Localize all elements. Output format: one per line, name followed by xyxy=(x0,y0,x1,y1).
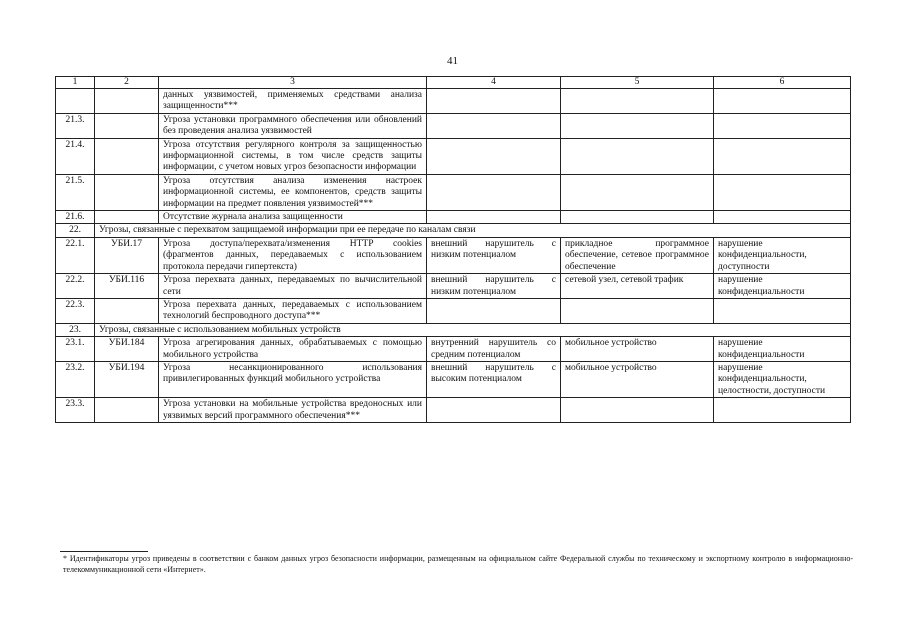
row-number: 21.5. xyxy=(56,174,95,210)
table-row xyxy=(56,298,851,323)
column-number-row xyxy=(56,77,851,89)
column-number: 2 xyxy=(95,77,159,89)
table-row xyxy=(56,211,851,224)
threat-id xyxy=(95,113,159,138)
intruder-type: внешний нарушитель с низким потенциалом xyxy=(427,274,561,299)
threat-name: Угроза отсутствия регулярного контроля за защищенностью информационной системы, в том числе средств защиты информации, с учетом новых угроз безопасности информации xyxy=(159,138,427,174)
table-row xyxy=(56,237,851,273)
impact-object xyxy=(561,138,714,174)
threat-table xyxy=(55,76,851,423)
impact-object: мобильное устройство xyxy=(561,361,714,397)
impact-object xyxy=(561,113,714,138)
threat-name: Угроза установки на мобильные устройства вредоносных или уязвимых версий программного обеспечения*** xyxy=(159,398,427,423)
row-number: 22.1. xyxy=(56,237,95,273)
threat-name: Угроза несанкционированного использования привилегированных функций мобильного устройства xyxy=(159,361,427,397)
table-row xyxy=(56,337,851,362)
threat-id: УБИ.184 xyxy=(95,337,159,362)
consequence xyxy=(714,398,851,423)
impact-object xyxy=(561,174,714,210)
threat-id xyxy=(95,398,159,423)
threat-id xyxy=(95,174,159,210)
threat-name: Угроза агрегирования данных, обрабатываемых с помощью мобильного устройства xyxy=(159,337,427,362)
intruder-type: внешний нарушитель с низким потенциалом xyxy=(427,237,561,273)
column-number: 6 xyxy=(714,77,851,89)
section-number: 23. xyxy=(56,323,95,336)
consequence xyxy=(714,113,851,138)
consequence: нарушение конфиденциальности xyxy=(714,274,851,299)
impact-object: мобильное устройство xyxy=(561,337,714,362)
threat-id: УБИ.116 xyxy=(95,274,159,299)
threat-id xyxy=(95,211,159,224)
row-number: 21.3. xyxy=(56,113,95,138)
threat-id xyxy=(95,298,159,323)
section-row xyxy=(56,224,851,237)
intruder-type xyxy=(427,211,561,224)
intruder-type xyxy=(427,174,561,210)
section-row xyxy=(56,323,851,336)
impact-object xyxy=(561,398,714,423)
table-row xyxy=(56,89,851,114)
threat-name: Отсутствие журнала анализа защищенности xyxy=(159,211,427,224)
intruder-type: внутренний нарушитель со средним потенциалом xyxy=(427,337,561,362)
section-title: Угрозы, связанные с использованием мобильных устройств xyxy=(95,323,851,336)
consequence xyxy=(714,174,851,210)
column-number: 4 xyxy=(427,77,561,89)
row-number: 23.2. xyxy=(56,361,95,397)
table-row xyxy=(56,361,851,397)
intruder-type xyxy=(427,113,561,138)
intruder-type xyxy=(427,398,561,423)
impact-object xyxy=(561,298,714,323)
consequence: нарушение конфиденциальности xyxy=(714,337,851,362)
footnote-rule xyxy=(60,551,148,552)
consequence xyxy=(714,89,851,114)
intruder-type xyxy=(427,89,561,114)
threat-name: Угроза перехвата данных, передаваемых с использованием технологий беспроводного доступа*** xyxy=(159,298,427,323)
impact-object xyxy=(561,211,714,224)
row-number: 23.1. xyxy=(56,337,95,362)
table-row xyxy=(56,274,851,299)
column-number: 1 xyxy=(56,77,95,89)
row-number xyxy=(56,89,95,114)
consequence xyxy=(714,138,851,174)
row-number: 22.3. xyxy=(56,298,95,323)
threat-id: УБИ.17 xyxy=(95,237,159,273)
intruder-type: внешний нарушитель с высоким потенциалом xyxy=(427,361,561,397)
consequence xyxy=(714,211,851,224)
threat-name: Угроза установки программного обеспечения или обновлений без проведения анализа уязвимостей xyxy=(159,113,427,138)
threat-id xyxy=(95,138,159,174)
threat-id xyxy=(95,89,159,114)
consequence: нарушение конфиденциальности, доступности xyxy=(714,237,851,273)
threat-name: данных уязвимостей, применяемых средствами анализа защищенности*** xyxy=(159,89,427,114)
column-number: 3 xyxy=(159,77,427,89)
row-number: 22.2. xyxy=(56,274,95,299)
threat-name: Угроза отсутствия анализа изменения настроек информационной системы, ее компонентов, средств защиты информации на предмет появления уязвимостей*** xyxy=(159,174,427,210)
footnote: * Идентификаторы угроз приведены в соответствии с банком данных угроз безопасности информации, размещенным на официальном сайте Федеральной службы по техническому и экспортному контролю в информационно-телекоммуникационной сети «Интернет». xyxy=(63,554,853,574)
impact-object: сетевой узел, сетевой трафик xyxy=(561,274,714,299)
row-number: 23.3. xyxy=(56,398,95,423)
impact-object xyxy=(561,89,714,114)
intruder-type xyxy=(427,138,561,174)
column-number: 5 xyxy=(561,77,714,89)
table-row xyxy=(56,398,851,423)
table-row xyxy=(56,113,851,138)
table-row xyxy=(56,138,851,174)
page-number: 41 xyxy=(447,55,458,67)
row-number: 21.4. xyxy=(56,138,95,174)
threat-name: Угроза доступа/перехвата/изменения HTTP cookies (фрагментов данных, передаваемых с использованием протокола передачи гипертекста) xyxy=(159,237,427,273)
row-number: 21.6. xyxy=(56,211,95,224)
threat-id: УБИ.194 xyxy=(95,361,159,397)
impact-object: прикладное программное обеспечение, сетевое программное обеспечение xyxy=(561,237,714,273)
section-title: Угрозы, связанные с перехватом защищаемой информации при ее передаче по каналам связи xyxy=(95,224,851,237)
table-body xyxy=(56,77,851,423)
consequence: нарушение конфиденциальности, целостности, доступности xyxy=(714,361,851,397)
section-number: 22. xyxy=(56,224,95,237)
threat-name: Угроза перехвата данных, передаваемых по вычислительной сети xyxy=(159,274,427,299)
intruder-type xyxy=(427,298,561,323)
table-row xyxy=(56,174,851,210)
consequence xyxy=(714,298,851,323)
